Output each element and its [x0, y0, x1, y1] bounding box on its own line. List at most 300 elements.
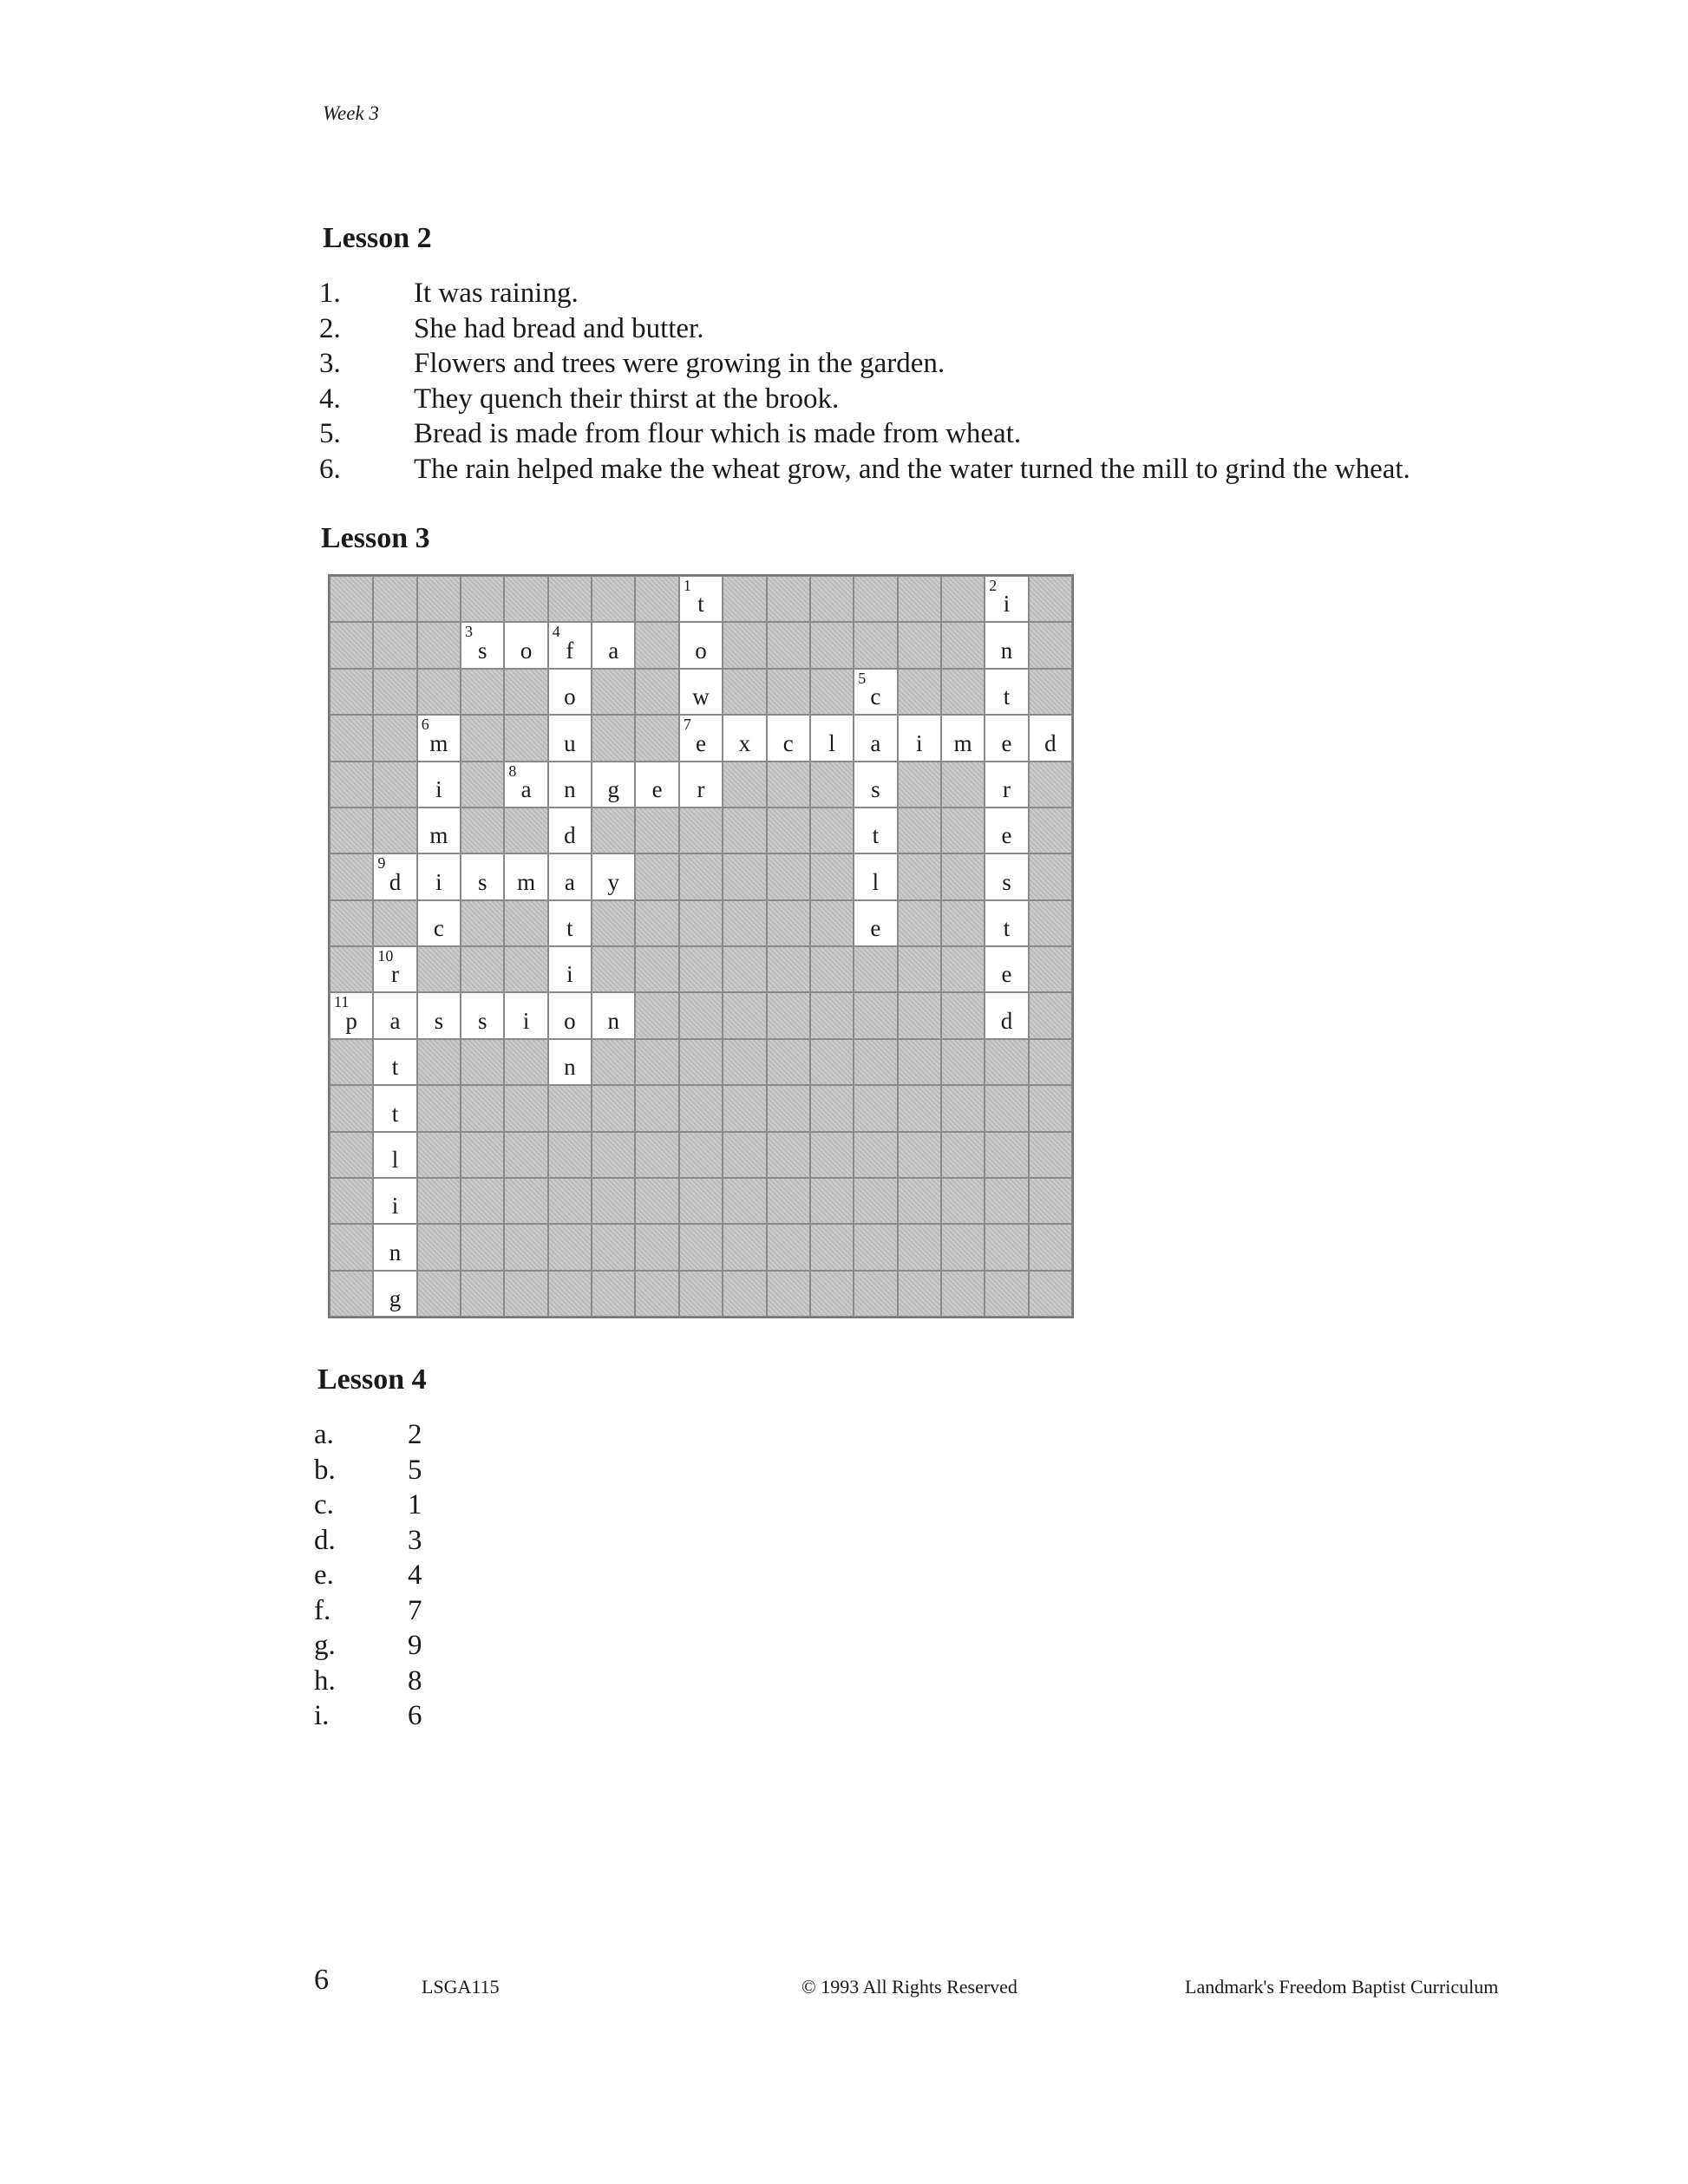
crossword-blank-cell [635, 1271, 678, 1317]
crossword-letter: e [651, 775, 663, 802]
crossword-blank-cell [330, 1178, 373, 1224]
crossword-letter-cell [504, 853, 547, 899]
crossword-blank-cell [810, 1132, 854, 1178]
crossword-letter-cell [941, 715, 985, 761]
crossword-blank-cell [898, 1132, 941, 1178]
crossword-blank-cell [679, 1039, 723, 1085]
lesson-4-item-answer: 4 [408, 1560, 422, 1591]
crossword-letter: c [782, 729, 794, 756]
crossword-blank-cell [417, 1224, 461, 1270]
crossword-blank-cell [767, 946, 810, 992]
crossword-blank-cell [679, 946, 723, 992]
crossword-blank-cell [941, 1224, 985, 1270]
crossword-letter-cell [461, 992, 504, 1038]
crossword-letter: l [872, 868, 880, 895]
crossword-blank-cell [854, 1178, 897, 1224]
lesson-4-item [314, 1488, 422, 1523]
crossword-letter: i [522, 1007, 530, 1034]
crossword-letter-cell [417, 992, 461, 1038]
crossword-letter: i [1003, 591, 1011, 618]
crossword-letter: m [429, 822, 448, 849]
crossword-blank-cell [898, 1178, 941, 1224]
crossword-letter: w [692, 683, 710, 710]
crossword-blank-cell [898, 1085, 941, 1131]
crossword-blank-cell [504, 1224, 547, 1270]
crossword-blank-cell [854, 622, 897, 668]
crossword-blank-cell [767, 1271, 810, 1317]
crossword-blank-cell [592, 1178, 635, 1224]
crossword-blank-cell [898, 1039, 941, 1085]
crossword-blank-cell [461, 715, 504, 761]
crossword-blank-cell [941, 992, 985, 1038]
crossword-letter-cell [854, 715, 897, 761]
crossword-blank-cell [941, 1132, 985, 1178]
crossword-blank-cell [810, 669, 854, 715]
copyright-notice: © 1993 All Rights Reserved [801, 1976, 1017, 1998]
crossword-letter: m [429, 729, 448, 756]
crossword-letter: f [566, 637, 574, 664]
crossword-letter: a [520, 775, 532, 802]
crossword-blank-cell [635, 808, 678, 853]
crossword-blank-cell [592, 1039, 635, 1085]
crossword-blank-cell [810, 992, 854, 1038]
crossword-blank-cell [504, 669, 547, 715]
crossword-blank-cell [373, 900, 416, 946]
crossword-letter: l [391, 1146, 399, 1173]
crossword-blank-cell [854, 1132, 897, 1178]
lesson-2-item [319, 311, 1410, 347]
lesson-4-item-letter: a. [314, 1419, 334, 1450]
crossword-blank-cell [417, 1178, 461, 1224]
crossword-letter-cell [417, 715, 461, 761]
crossword-blank-cell [548, 1132, 592, 1178]
crossword-blank-cell [1029, 900, 1072, 946]
crossword-blank-cell [1029, 762, 1072, 808]
crossword-blank-cell [810, 946, 854, 992]
crossword-blank-cell [898, 1271, 941, 1317]
crossword-letter-cell [679, 576, 723, 622]
crossword-letter: s [1002, 868, 1011, 895]
crossword-grid [328, 574, 1074, 1318]
crossword-blank-cell [854, 1039, 897, 1085]
lesson-4-item [314, 1453, 422, 1488]
crossword-letter: o [695, 637, 707, 664]
crossword-letter-cell [985, 669, 1028, 715]
crossword-blank-cell [810, 1178, 854, 1224]
crossword-blank-cell [767, 900, 810, 946]
crossword-blank-cell [461, 1132, 504, 1178]
lesson-2-item [319, 276, 1410, 311]
crossword-letter-cell [548, 992, 592, 1038]
lesson-4-item-letter: h. [314, 1664, 336, 1697]
crossword-blank-cell [330, 900, 373, 946]
lesson-3-title: Lesson 3 [321, 522, 430, 554]
crossword-blank-cell [330, 762, 373, 808]
lesson-2-item-text: The rain helped make the wheat grow, and the water turned the mill to grind the wheat. [414, 453, 1410, 485]
crossword-letter: n [389, 1239, 402, 1265]
crossword-letter-cell [854, 808, 897, 853]
crossword-blank-cell [373, 576, 416, 622]
crossword-blank-cell [1029, 576, 1072, 622]
crossword-letter-cell [985, 853, 1028, 899]
crossword-blank-cell [723, 1271, 766, 1317]
crossword-blank-cell [635, 1178, 678, 1224]
crossword-letter-cell [548, 1039, 592, 1085]
crossword-letter-cell [985, 762, 1028, 808]
crossword-blank-cell [854, 1271, 897, 1317]
clue-number: 1 [683, 577, 691, 594]
crossword-blank-cell [898, 576, 941, 622]
lesson-2-item [319, 382, 1410, 417]
crossword-blank-cell [854, 576, 897, 622]
crossword-blank-cell [592, 715, 635, 761]
crossword-blank-cell [854, 1085, 897, 1131]
crossword-letter: a [389, 1007, 401, 1034]
crossword-blank-cell [854, 992, 897, 1038]
crossword-letter-cell [592, 762, 635, 808]
lesson-4-item [314, 1698, 422, 1734]
crossword-letter-cell [854, 669, 897, 715]
crossword-letter: t [391, 1054, 399, 1081]
crossword-blank-cell [592, 669, 635, 715]
crossword-blank-cell [635, 1224, 678, 1270]
crossword-letter-cell [810, 715, 854, 761]
crossword-blank-cell [898, 808, 941, 853]
crossword-letter: s [477, 868, 487, 895]
crossword-blank-cell [854, 1224, 897, 1270]
crossword-letter-cell [1029, 715, 1072, 761]
crossword-blank-cell [548, 1271, 592, 1317]
lesson-4-item-answer: 9 [408, 1630, 422, 1661]
crossword-letter: n [564, 1054, 576, 1081]
crossword-letter-cell [373, 1224, 416, 1270]
crossword-blank-cell [461, 808, 504, 853]
lesson-2-item-text: Bread is made from flour which is made from wheat. [414, 418, 1022, 449]
crossword-blank-cell [679, 900, 723, 946]
crossword-blank-cell [767, 1224, 810, 1270]
crossword-blank-cell [1029, 1271, 1072, 1317]
crossword-blank-cell [330, 1039, 373, 1085]
crossword-blank-cell [417, 576, 461, 622]
crossword-blank-cell [461, 1271, 504, 1317]
crossword-letter-cell [373, 992, 416, 1038]
crossword-blank-cell [941, 1271, 985, 1317]
crossword-blank-cell [898, 622, 941, 668]
crossword-letter: y [607, 868, 620, 895]
lesson-4-item-answer: 8 [408, 1664, 422, 1697]
crossword-blank-cell [548, 1224, 592, 1270]
crossword-blank-cell [330, 946, 373, 992]
crossword-letter: l [828, 729, 835, 756]
crossword-blank-cell [1029, 1224, 1072, 1270]
crossword-blank-cell [461, 1085, 504, 1131]
crossword-blank-cell [635, 946, 678, 992]
crossword-blank-cell [985, 1224, 1028, 1270]
crossword-letter: s [434, 1007, 444, 1034]
crossword-letter: d [1000, 1007, 1013, 1034]
crossword-letter: i [391, 1193, 399, 1220]
crossword-letter-cell [679, 669, 723, 715]
crossword-blank-cell [373, 622, 416, 668]
crossword-letter-cell [548, 808, 592, 853]
crossword-blank-cell [1029, 1085, 1072, 1131]
crossword-blank-cell [330, 1271, 373, 1317]
crossword-letter: a [564, 868, 575, 895]
lesson-4-item-answer: 3 [408, 1524, 422, 1556]
crossword-letter-cell [461, 853, 504, 899]
crossword-blank-cell [461, 1039, 504, 1085]
lesson-4-item-letter: d. [314, 1524, 336, 1556]
crossword-blank-cell [548, 576, 592, 622]
crossword-letter-cell [417, 900, 461, 946]
crossword-letter-cell [854, 900, 897, 946]
lesson-4-item [314, 1558, 422, 1593]
crossword-blank-cell [504, 1271, 547, 1317]
crossword-blank-cell [679, 1224, 723, 1270]
crossword-blank-cell [635, 622, 678, 668]
crossword-blank-cell [679, 808, 723, 853]
crossword-letter-cell [373, 946, 416, 992]
crossword-blank-cell [898, 900, 941, 946]
crossword-letter-cell [898, 715, 941, 761]
crossword-blank-cell [767, 1039, 810, 1085]
crossword-letter-cell [548, 762, 592, 808]
crossword-blank-cell [330, 622, 373, 668]
crossword-blank-cell [592, 1132, 635, 1178]
crossword-blank-cell [767, 992, 810, 1038]
crossword-letter: p [345, 1007, 357, 1034]
crossword-blank-cell [330, 1224, 373, 1270]
lesson-2-item-text: Flowers and trees were growing in the garden. [414, 348, 945, 379]
crossword-blank-cell [592, 808, 635, 853]
crossword-blank-cell [504, 715, 547, 761]
crossword-letter: r [391, 961, 400, 988]
crossword-blank-cell [679, 1132, 723, 1178]
crossword-letter: t [1003, 683, 1011, 710]
crossword-letter-cell [854, 853, 897, 899]
crossword-blank-cell [767, 576, 810, 622]
crossword-blank-cell [461, 669, 504, 715]
crossword-blank-cell [810, 900, 854, 946]
crossword-blank-cell [504, 576, 547, 622]
crossword-letter-cell [548, 715, 592, 761]
crossword-letter-cell [592, 853, 635, 899]
lesson-4-item [314, 1628, 422, 1664]
crossword-blank-cell [417, 1039, 461, 1085]
crossword-blank-cell [898, 1224, 941, 1270]
crossword-blank-cell [898, 946, 941, 992]
crossword-letter: d [1044, 729, 1057, 756]
crossword-blank-cell [592, 900, 635, 946]
crossword-letter-cell [854, 762, 897, 808]
crossword-blank-cell [767, 622, 810, 668]
crossword-letter-cell [592, 992, 635, 1038]
crossword-letter-cell [985, 900, 1028, 946]
crossword-cells [330, 576, 1072, 1317]
crossword-blank-cell [679, 1271, 723, 1317]
crossword-blank-cell [504, 900, 547, 946]
crossword-blank-cell [1029, 946, 1072, 992]
lesson-4-item-answer: 2 [408, 1419, 422, 1450]
lesson-2-item-number: 3. [319, 348, 341, 379]
crossword-letter-cell [373, 1039, 416, 1085]
crossword-letter-cell [504, 622, 547, 668]
lesson-4-item-letter: f. [314, 1594, 331, 1626]
crossword-letter-cell [548, 900, 592, 946]
crossword-blank-cell [461, 946, 504, 992]
crossword-blank-cell [330, 715, 373, 761]
lesson-2-item-number: 6. [319, 453, 341, 485]
crossword-letter-cell [504, 762, 547, 808]
crossword-blank-cell [898, 669, 941, 715]
clue-number: 5 [858, 669, 867, 687]
crossword-blank-cell [635, 992, 678, 1038]
crossword-letter: s [871, 775, 880, 802]
lesson-4-item-answer: 1 [408, 1489, 422, 1520]
crossword-blank-cell [504, 808, 547, 853]
crossword-blank-cell [417, 1132, 461, 1178]
crossword-letter: o [520, 637, 533, 664]
crossword-blank-cell [635, 1085, 678, 1131]
crossword-blank-cell [504, 1039, 547, 1085]
crossword-blank-cell [504, 946, 547, 992]
crossword-letter: t [872, 822, 880, 849]
lesson-4-list [314, 1417, 422, 1734]
crossword-blank-cell [723, 946, 766, 992]
crossword-blank-cell [461, 1178, 504, 1224]
crossword-letter-cell [985, 808, 1028, 853]
crossword-blank-cell [679, 1085, 723, 1131]
crossword-blank-cell [504, 1085, 547, 1131]
crossword-blank-cell [941, 900, 985, 946]
crossword-blank-cell [461, 762, 504, 808]
crossword-blank-cell [941, 808, 985, 853]
crossword-blank-cell [767, 853, 810, 899]
crossword-blank-cell [723, 669, 766, 715]
lesson-2-item-number: 4. [319, 383, 341, 415]
crossword-blank-cell [417, 946, 461, 992]
crossword-letter: e [1001, 729, 1012, 756]
crossword-blank-cell [330, 576, 373, 622]
lesson-4-item [314, 1523, 422, 1559]
lesson-4-item [314, 1593, 422, 1629]
crossword-letter: e [1001, 822, 1012, 849]
crossword-blank-cell [1029, 1178, 1072, 1224]
crossword-blank-cell [461, 576, 504, 622]
crossword-letter-cell [417, 762, 461, 808]
crossword-blank-cell [504, 1132, 547, 1178]
crossword-blank-cell [810, 853, 854, 899]
crossword-letter: g [389, 1285, 402, 1311]
crossword-letter-cell [679, 762, 723, 808]
crossword-letter: c [870, 683, 881, 710]
crossword-blank-cell [985, 1132, 1028, 1178]
week-label: Week 3 [323, 102, 379, 124]
crossword-blank-cell [941, 946, 985, 992]
lesson-2-item-number: 2. [319, 312, 341, 344]
crossword-blank-cell [810, 576, 854, 622]
crossword-letter: r [697, 775, 705, 802]
crossword-blank-cell [417, 1085, 461, 1131]
crossword-blank-cell [723, 576, 766, 622]
crossword-letter: o [564, 1007, 576, 1034]
crossword-letter-cell [373, 853, 416, 899]
lesson-2-list [319, 276, 1410, 487]
crossword-blank-cell [767, 1132, 810, 1178]
crossword-blank-cell [941, 853, 985, 899]
crossword-blank-cell [1029, 622, 1072, 668]
lesson-4-item-letter: e. [314, 1560, 334, 1591]
crossword-blank-cell [723, 1039, 766, 1085]
lesson-4-item-letter: c. [314, 1489, 334, 1520]
crossword-blank-cell [592, 1271, 635, 1317]
lesson-2-item [319, 346, 1410, 382]
lesson-2-item-text: She had bread and butter. [414, 312, 704, 344]
crossword-blank-cell [723, 1085, 766, 1131]
crossword-blank-cell [723, 1132, 766, 1178]
crossword-blank-cell [723, 622, 766, 668]
crossword-blank-cell [941, 1085, 985, 1131]
crossword-blank-cell [635, 1132, 678, 1178]
crossword-letter: m [953, 729, 972, 756]
crossword-letter: u [564, 729, 576, 756]
crossword-blank-cell [635, 715, 678, 761]
crossword-blank-cell [810, 1271, 854, 1317]
crossword-blank-cell [330, 1132, 373, 1178]
crossword-letter-cell [985, 946, 1028, 992]
crossword-blank-cell [592, 576, 635, 622]
crossword-letter-cell [373, 1178, 416, 1224]
crossword-letter: n [607, 1007, 620, 1034]
crossword-letter: t [1003, 915, 1011, 941]
crossword-letter: t [391, 1100, 399, 1127]
crossword-blank-cell [1029, 1039, 1072, 1085]
crossword-letter-cell [504, 992, 547, 1038]
crossword-blank-cell [373, 762, 416, 808]
crossword-letter: n [564, 775, 576, 802]
crossword-letter: d [564, 822, 576, 849]
crossword-blank-cell [1029, 992, 1072, 1038]
crossword-blank-cell [898, 992, 941, 1038]
crossword-blank-cell [461, 900, 504, 946]
crossword-letter: e [870, 915, 881, 941]
crossword-letter: e [695, 729, 706, 756]
crossword-letter-cell [373, 1085, 416, 1131]
crossword-blank-cell [767, 808, 810, 853]
clue-number: 11 [334, 993, 350, 1011]
crossword-blank-cell [767, 669, 810, 715]
crossword-letter-cell [548, 946, 592, 992]
crossword-letter: n [1000, 637, 1013, 664]
lesson-4-item-answer: 7 [408, 1594, 422, 1626]
clue-number: 6 [421, 716, 429, 734]
crossword-letter: i [566, 961, 573, 988]
crossword-letter: c [433, 915, 444, 941]
crossword-blank-cell [635, 1039, 678, 1085]
crossword-letter-cell [985, 622, 1028, 668]
crossword-letter-cell [592, 622, 635, 668]
crossword-letter: i [435, 775, 442, 802]
crossword-blank-cell [985, 1271, 1028, 1317]
crossword-letter-cell [548, 669, 592, 715]
crossword-blank-cell [635, 576, 678, 622]
crossword-blank-cell [810, 1039, 854, 1085]
crossword-blank-cell [723, 900, 766, 946]
lesson-4-title: Lesson 4 [317, 1363, 427, 1396]
crossword-blank-cell [898, 762, 941, 808]
crossword-blank-cell [635, 853, 678, 899]
lesson-4-item-answer: 5 [408, 1454, 422, 1486]
